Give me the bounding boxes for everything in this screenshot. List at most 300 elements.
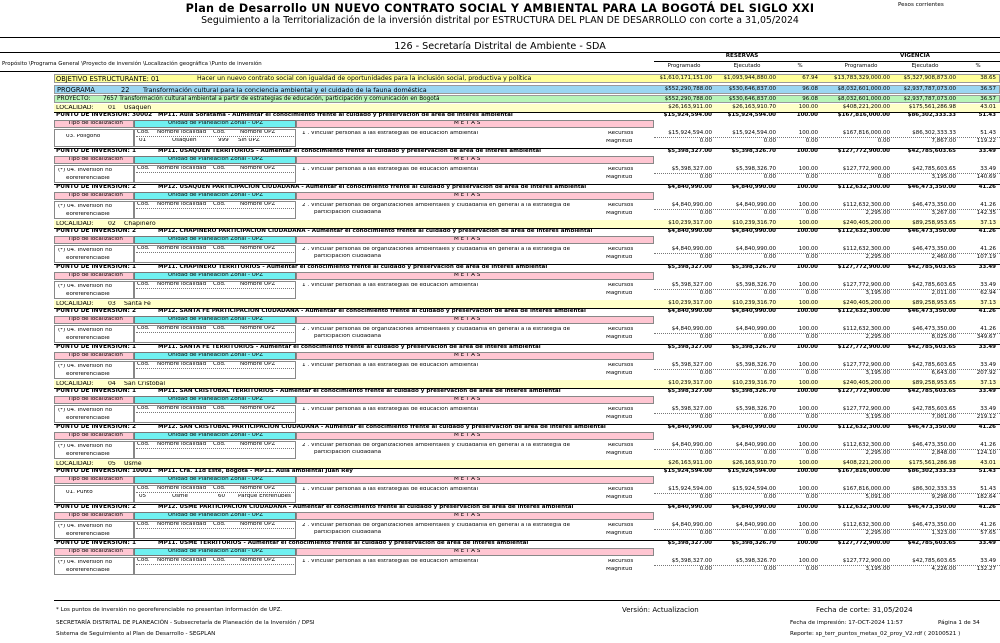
tipo-value-cont: eoreferenciable (66, 176, 110, 181)
proyecto-text: 7657 Transformación cultural ambiental a partir de estrategias de educación, participación y comunicación en Bogotá (103, 96, 440, 102)
localidad-name: Usaquén (124, 105, 152, 111)
nombre-localidad-label: Nombre localidad (157, 326, 207, 331)
tipo-header-label: Tipo de localización (68, 353, 123, 358)
magnitud-value-2: 0.00 (805, 450, 818, 456)
cod-label: Cód. (137, 326, 150, 331)
magnitud-value-2: 0.00 (805, 290, 818, 296)
nombre-localidad-label: Nombre localidad (157, 558, 207, 563)
punto-value-0: $5,398,327.00 (667, 344, 712, 350)
objetivo-value-5: 38.65 (980, 75, 996, 81)
magnitud-value-0: 0.00 (699, 210, 712, 216)
punto-code: 1 (132, 265, 137, 270)
punto-value-2: 100.00 (796, 424, 818, 430)
localidad-value-0: $10,239,317.00 (668, 300, 712, 306)
recursos-value-4: $42,785,603.65 (912, 362, 956, 368)
localidad-value-5: 37.13 (980, 380, 996, 386)
punto-value-2: 100.00 (796, 264, 818, 270)
punto-value-1: $4,840,990.00 (731, 184, 776, 190)
punto-code: 1 (132, 149, 137, 154)
magnitud-value-0: 0.00 (699, 290, 712, 296)
magnitud-value-4: 1,323.00 (931, 530, 956, 536)
cod-label: Cód. (137, 558, 150, 563)
recursos-value-5: 41.26 (980, 202, 996, 208)
recursos-value-5: 41.26 (980, 326, 996, 332)
recursos-value-0: $15,924,594.00 (668, 486, 712, 492)
punto-name: MP11. SANTA FE TERRITORIOS - Aumentar el conocimiento frente al cuidado y preservacion de area de interes ambiental (158, 345, 541, 350)
magnitud-value-2: 0.00 (805, 174, 818, 180)
upz-name-value: Sin UPZ (238, 138, 260, 143)
recursos-value-2: 100.00 (798, 166, 818, 172)
recursos-value-1: $4,840,990.00 (735, 326, 776, 332)
upz-header-label: Unidad de Planeación Zonal - UPZ (168, 193, 264, 198)
punto-value-0: $5,398,327.00 (667, 264, 712, 270)
punto-value-5: 41.26 (978, 184, 996, 190)
localidad-value-3: $240,405,200.00 (842, 300, 890, 306)
recursos-value-0: $4,840,990.00 (671, 326, 712, 332)
recursos-label: Recursos (608, 523, 634, 528)
proyecto-value-3: $8,032,601,000.00 (837, 96, 890, 102)
magnitud-value-5: 219.12 (976, 414, 996, 420)
proyecto-value-1: $530,646,837.00 (728, 96, 776, 102)
punto-code: 1 (132, 389, 137, 394)
tipo-header-label: Tipo de localización (68, 477, 123, 482)
meta-text: 1 . Vincular personas a las estrategias de educación ambiental (302, 559, 479, 564)
punto-value-4: $42,785,603.65 (907, 264, 956, 270)
programa-value-2: 96.08 (802, 86, 818, 92)
cod-label: Cód. (137, 362, 150, 367)
localidad-name: Santa Fe (124, 301, 151, 307)
localidad-label: LOCALIDAD: (56, 381, 94, 387)
metas-header-label: M E T A S (454, 237, 481, 242)
upz-header-label: Unidad de Planeación Zonal - UPZ (168, 237, 264, 242)
punto-name: MP12. CHAPINERO PARTICIPACION CIUDADANA - Aumentar el conocimiento frente al cuidado y preservacion de area de interes ambiental (158, 229, 593, 234)
cod-label: Cód. (137, 202, 150, 207)
recursos-value-2: 100.00 (798, 130, 818, 136)
magnitud-value-3: 0.00 (877, 174, 890, 180)
magnitud-value-3: 3,195.00 (865, 370, 890, 376)
punto-value-3: $112,632,300.00 (837, 184, 890, 190)
magnitud-value-0: 0.00 (699, 414, 712, 420)
punto-value-1: $5,398,326.70 (731, 540, 776, 546)
upz-header-label: Unidad de Planeación Zonal - UPZ (168, 273, 264, 278)
recursos-value-4: $86,302,333.33 (912, 130, 956, 136)
punto-code: 2 (132, 309, 137, 314)
res-programado-header: Programado (667, 63, 701, 69)
magnitud-value-5: 107.19 (976, 254, 996, 260)
punto-value-0: $4,840,990.00 (667, 184, 712, 190)
meta-text: 1 . Vincular personas a las estrategias de educación ambiental (302, 283, 479, 288)
localidad-code: 02 (108, 221, 116, 227)
magnitud-value-3: 2,295.00 (865, 334, 890, 340)
recursos-value-0: $4,840,990.00 (671, 442, 712, 448)
programa-label: PROGRAMA (57, 86, 95, 94)
tipo-value: (*) 04. Inversion no (58, 364, 113, 369)
recursos-value-2: 100.00 (798, 246, 818, 252)
meta-text: 1 . Vincular personas a las estrategias de educación ambiental (302, 167, 479, 172)
recursos-label: Recursos (608, 167, 634, 172)
magnitud-value-4: 4,226.00 (931, 566, 956, 572)
recursos-value-2: 100.00 (798, 558, 818, 564)
tipo-header-label: Tipo de localización (68, 157, 123, 162)
nombre-upz-label: Nombre UPZ (240, 202, 276, 207)
localidad-label: LOCALIDAD: (56, 221, 94, 227)
punto-value-4: $46,473,350.00 (907, 228, 956, 234)
recursos-value-4: $42,785,603.65 (912, 406, 956, 412)
magnitud-value-5: 140.69 (976, 174, 996, 180)
localidad-value-1: $10,239,316.70 (732, 380, 776, 386)
punto-name: MP12. USME PARTICIPACION CIUDADANA - Aumentar el conocimiento frente al cuidado y preservacion de area de interes ambiental (158, 505, 574, 510)
nombre-upz-label: Nombre UPZ (240, 558, 276, 563)
recursos-label: Recursos (608, 407, 634, 412)
recursos-value-0: $4,840,990.00 (671, 522, 712, 528)
entity-title: 126 - Secretaría Distrital de Ambiente - SDA (394, 41, 606, 52)
recursos-value-0: $15,924,594.00 (668, 130, 712, 136)
meta-text: 2 . Vincular personas de organizaciones ambientales y ciudadanía en general a la estrategia de (302, 443, 571, 448)
magnitud-value-1: 0.00 (763, 530, 776, 536)
recursos-value-4: $46,473,350.00 (912, 246, 956, 252)
upz-header-label: Unidad de Planeación Zonal - UPZ (168, 397, 264, 402)
tipo-value: (*) 04. Inversion no (58, 328, 113, 333)
magnitud-value-3: 2,295.00 (865, 254, 890, 260)
punto-value-1: $4,840,990.00 (731, 424, 776, 430)
objetivo-label: OBJETIVO ESTRUCTURANTE: 01 (56, 75, 160, 83)
tipo-value-cont: eoreferenciable (66, 336, 110, 341)
punto-value-2: 100.00 (796, 388, 818, 394)
punto-label: PUNTO DE INVERSIÓN: (56, 345, 130, 350)
recursos-value-5: 33.49 (980, 166, 996, 172)
recursos-value-0: $5,398,327.00 (671, 362, 712, 368)
recursos-value-0: $5,398,327.00 (671, 282, 712, 288)
recursos-value-3: $127,772,900.00 (842, 282, 890, 288)
magnitud-value-5: 349.67 (976, 334, 996, 340)
punto-value-4: $42,785,603.65 (907, 388, 956, 394)
metas-header-label: M E T A S (454, 477, 481, 482)
punto-value-5: 51.43 (978, 468, 996, 474)
localidad-code: 04 (108, 381, 116, 387)
localidad-value-2: 100.00 (798, 300, 818, 306)
recursos-value-5: 41.26 (980, 522, 996, 528)
programa-value-5: 36.57 (980, 86, 996, 92)
proyecto-value-4: $2,937,787,073.00 (903, 96, 956, 102)
recursos-value-3: $112,632,300.00 (842, 442, 890, 448)
punto-label: PUNTO DE INVERSIÓN: (56, 149, 130, 154)
recursos-value-2: 100.00 (798, 522, 818, 528)
magnitud-value-0: 0.00 (699, 138, 712, 144)
punto-value-3: $112,632,300.00 (837, 228, 890, 234)
magnitud-value-1: 0.00 (763, 138, 776, 144)
magnitud-value-1: 0.00 (763, 450, 776, 456)
metas-header-label: M E T A S (454, 193, 481, 198)
nombre-localidad-label: Nombre localidad (157, 486, 207, 491)
magnitud-value-0: 0.00 (699, 566, 712, 572)
recursos-value-2: 100.00 (798, 326, 818, 332)
magnitud-value-0: 0.00 (699, 494, 712, 500)
nombre-localidad-label: Nombre localidad (157, 362, 207, 367)
punto-value-3: $112,632,300.00 (837, 504, 890, 510)
magnitud-value-1: 0.00 (763, 290, 776, 296)
localidad-value-4: $175,561,286.98 (908, 460, 956, 466)
tipo-value-cont: eoreferenciable (66, 532, 110, 537)
localidad-value-5: 37.13 (980, 220, 996, 226)
magnitud-value-1: 0.00 (763, 174, 776, 180)
tipo-header-label: Tipo de localización (68, 121, 123, 126)
magnitud-value-0: 0.00 (699, 334, 712, 340)
magnitud-label: Magnitud (606, 415, 633, 420)
punto-code: 2 (132, 185, 137, 190)
localidad-value-3: $408,221,200.00 (842, 460, 890, 466)
nombre-upz-label: Nombre UPZ (240, 486, 276, 491)
punto-code: 1 (132, 541, 137, 546)
punto-value-4: $42,785,603.65 (907, 344, 956, 350)
magnitud-value-2: 0.00 (805, 334, 818, 340)
metas-header-label: M E T A S (454, 549, 481, 554)
magnitud-value-4: 7,001.00 (931, 414, 956, 420)
recursos-value-5: 33.49 (980, 282, 996, 288)
magnitud-label: Magnitud (606, 371, 633, 376)
meta-text: 1 . Vincular personas a las estrategias de educación ambiental (302, 363, 479, 368)
upz-name-value: Parque Entrenubes (238, 494, 291, 499)
meta-text: 2 . Vincular personas de organizaciones ambientales y ciudadanía en general a la estrategia de (302, 523, 571, 528)
punto-label: PUNTO DE INVERSIÓN: (56, 469, 130, 474)
punto-value-1: $4,840,990.00 (731, 228, 776, 234)
currency-note: Pesos corrientes (898, 2, 944, 8)
localidad-value-0: $26,163,911.00 (668, 104, 712, 110)
tipo-value: (*) 04. Inversion no (58, 248, 113, 253)
punto-value-3: $127,772,900.00 (837, 344, 890, 350)
punto-value-3: $112,632,300.00 (837, 308, 890, 314)
upz-divider (136, 332, 294, 333)
recursos-value-4: $46,473,350.00 (912, 202, 956, 208)
localidad-value-0: $10,239,317.00 (668, 220, 712, 226)
tipo-header-label: Tipo de localización (68, 513, 123, 518)
recursos-value-2: 100.00 (798, 442, 818, 448)
recursos-value-4: $46,473,350.00 (912, 442, 956, 448)
tipo-value-cont: eoreferenciable (66, 452, 110, 457)
recursos-label: Recursos (608, 327, 634, 332)
punto-value-2: 100.00 (796, 228, 818, 234)
upz-cod-label: Cód. (213, 522, 226, 527)
punto-value-3: $112,632,300.00 (837, 424, 890, 430)
nombre-upz-label: Nombre UPZ (240, 442, 276, 447)
magnitud-value-4: 3,267.00 (931, 210, 956, 216)
tipo-header-label: Tipo de localización (68, 273, 123, 278)
metas-header-label: M E T A S (454, 121, 481, 126)
magnitud-label: Magnitud (606, 531, 633, 536)
recursos-value-0: $5,398,327.00 (671, 166, 712, 172)
punto-value-5: 41.26 (978, 228, 996, 234)
upz-divider (136, 172, 294, 173)
magnitud-value-2: 0.00 (805, 414, 818, 420)
nombre-localidad-label: Nombre localidad (157, 442, 207, 447)
programa-text: Transformación cultural para la conciencia ambiental y el cuidado de la fauna doméstica (143, 86, 427, 94)
magnitud-value-5: 132.27 (976, 566, 996, 572)
punto-value-0: $4,840,990.00 (667, 308, 712, 314)
punto-name: MP12. SAN CRISTÓBAL PARTICIPACION CIUDADANA - Aumentar el conocimiento frente al cuidado y preservacion de area de interes ambiental (158, 425, 606, 430)
punto-value-5: 41.26 (978, 504, 996, 510)
upz-divider (136, 412, 294, 413)
tipo-value: (*) 04. Inversion no (58, 204, 113, 209)
recursos-value-5: 33.49 (980, 558, 996, 564)
nombre-localidad-label: Nombre localidad (157, 522, 207, 527)
magnitud-value-4: 9,298.00 (931, 494, 956, 500)
recursos-value-4: $46,473,350.00 (912, 522, 956, 528)
meta-text: 1 . Vincular personas a las estrategias de educación ambiental (302, 407, 479, 412)
magnitud-value-3: 3,195.00 (865, 290, 890, 296)
objetivo-value-2: 67.94 (802, 75, 818, 81)
upz-cod-label: Cód. (213, 282, 226, 287)
punto-value-1: $5,398,326.70 (731, 264, 776, 270)
version-label: Versión: Actualizacion (622, 606, 699, 614)
loc-cod-value: 01 (139, 138, 147, 143)
localidad-value-4: $89,258,953.65 (912, 300, 956, 306)
path-label: Propósito \Programa General \Proyecto de inversión \Localización geográfica \Punto de inversión (2, 61, 262, 67)
punto-value-4: $42,785,603.65 (907, 540, 956, 546)
loc-name-value: Usme (172, 494, 188, 499)
localidad-value-3: $408,221,200.00 (842, 104, 890, 110)
localidad-label: LOCALIDAD: (56, 461, 94, 467)
objetivo-value-1: $1,093,944,880.00 (723, 75, 776, 81)
localidad-code: 05 (108, 461, 116, 467)
punto-value-2: 100.00 (796, 504, 818, 510)
punto-value-0: $4,840,990.00 (667, 424, 712, 430)
upz-cod-label: Cód. (213, 326, 226, 331)
punto-value-2: 100.00 (796, 112, 818, 118)
upz-cod-label: Cód. (213, 166, 226, 171)
report-file: Reporte: sp_terr_puntos_metas_02_proy_V2.rdf ( 20100521 ) (790, 631, 961, 637)
tipo-value: (*) 04. Inversion no (58, 444, 113, 449)
punto-value-5: 33.49 (978, 388, 996, 394)
vig-programado-header: Programado (844, 63, 878, 69)
tipo-value-cont: eoreferenciable (66, 256, 110, 261)
metas-header-label: M E T A S (454, 157, 481, 162)
meta-text-cont: participación ciudadana (314, 530, 382, 535)
localidad-value-3: $240,405,200.00 (842, 220, 890, 226)
recursos-label: Recursos (608, 487, 634, 492)
upz-cod-label: Cód. (213, 558, 226, 563)
punto-value-1: $5,398,326.70 (731, 388, 776, 394)
recursos-value-3: $167,816,000.00 (842, 130, 890, 136)
proyecto-value-2: 96.08 (802, 96, 818, 102)
punto-value-3: $127,772,900.00 (837, 540, 890, 546)
tipo-value-cont: eoreferenciable (66, 292, 110, 297)
metas-header-label: M E T A S (454, 273, 481, 278)
tipo-header-label: Tipo de localización (68, 433, 123, 438)
upz-divider (136, 492, 294, 493)
magnitud-label: Magnitud (606, 451, 633, 456)
nombre-localidad-label: Nombre localidad (157, 202, 207, 207)
magnitud-value-3: 5,091.00 (865, 494, 890, 500)
nombre-upz-label: Nombre UPZ (240, 130, 276, 135)
localidad-label: LOCALIDAD: (56, 301, 94, 307)
punto-value-4: $46,473,350.00 (907, 504, 956, 510)
upz-header-label: Unidad de Planeación Zonal - UPZ (168, 513, 264, 518)
recursos-value-0: $5,398,327.00 (671, 558, 712, 564)
objetivo-value-0: $1,610,171,151.00 (659, 75, 712, 81)
magnitud-value-3: 2,295.00 (865, 530, 890, 536)
objetivo-value-4: $5,327,908,873.00 (903, 75, 956, 81)
upz-cod-label: Cód. (213, 406, 226, 411)
punto-label: PUNTO DE INVERSIÓN: (56, 309, 130, 314)
upz-cod-label: Cód. (213, 486, 226, 491)
upz-header-label: Unidad de Planeación Zonal - UPZ (168, 353, 264, 358)
punto-value-5: 41.26 (978, 308, 996, 314)
magnitud-value-5: 142.35 (976, 210, 996, 216)
magnitud-value-4: 8,025.00 (931, 334, 956, 340)
magnitud-value-3: 2,295.00 (865, 450, 890, 456)
punto-value-4: $42,785,603.65 (907, 148, 956, 154)
meta-text: 2 . Vincular personas de organizaciones ambientales y ciudadanía en general a la estrategia de (302, 203, 571, 208)
punto-value-4: $86,302,333.33 (907, 112, 956, 118)
localidad-value-5: 37.13 (980, 300, 996, 306)
recursos-value-4: $42,785,603.65 (912, 282, 956, 288)
punto-label: PUNTO DE INVERSIÓN: (56, 505, 130, 510)
punto-label: PUNTO DE INVERSIÓN: (56, 113, 130, 118)
meta-text: 1 . Vincular personas a las estrategias de educación ambiental (302, 487, 479, 492)
magnitud-value-4: 6,643.00 (931, 370, 956, 376)
magnitud-value-4: 3,195.00 (931, 174, 956, 180)
footnote: * Los puntos de inversión no georeferenciable no presentan información de UPZ. (56, 607, 283, 613)
recursos-value-1: $15,924,594.00 (732, 486, 776, 492)
cod-label: Cód. (137, 406, 150, 411)
tipo-value: (*) 04. Inversion no (58, 524, 113, 529)
tipo-value: 03. Polígono (66, 134, 101, 139)
magnitud-label: Magnitud (606, 495, 633, 500)
tipo-value: (*) 04. Inversion no (58, 408, 113, 413)
punto-code: 2 (132, 229, 137, 234)
reservas-header: RESERVAS (725, 53, 759, 59)
upz-header-label: Unidad de Planeación Zonal - UPZ (168, 317, 264, 322)
punto-value-1: $4,840,990.00 (731, 504, 776, 510)
recursos-label: Recursos (608, 363, 634, 368)
recursos-value-3: $112,632,300.00 (842, 326, 890, 332)
system-name: Sistema de Seguimiento al Plan de Desarrollo - SEGPLAN (56, 631, 216, 637)
punto-value-1: $15,924,594.00 (727, 468, 776, 474)
tipo-header-label: Tipo de localización (68, 193, 123, 198)
punto-label: PUNTO DE INVERSIÓN: (56, 389, 130, 394)
recursos-value-1: $5,398,326.70 (735, 558, 776, 564)
cod-label: Cód. (137, 166, 150, 171)
upz-cod-value: 999 (218, 138, 229, 143)
magnitud-value-2: 0.00 (805, 370, 818, 376)
tipo-value: (*) 04. Inversion no (58, 284, 113, 289)
nombre-localidad-label: Nombre localidad (157, 166, 207, 171)
punto-value-2: 100.00 (796, 148, 818, 154)
magnitud-value-2: 0.00 (805, 566, 818, 572)
meta-text: 2 . Vincular personas de organizaciones ambientales y ciudadanía en general a la estrategia de (302, 327, 571, 332)
localidad-value-5: 43.01 (980, 460, 996, 466)
punto-value-5: 33.49 (978, 344, 996, 350)
recursos-value-4: $46,473,350.00 (912, 326, 956, 332)
recursos-value-3: $127,772,900.00 (842, 558, 890, 564)
punto-value-5: 33.49 (978, 540, 996, 546)
magnitud-value-1: 0.00 (763, 414, 776, 420)
tipo-value: (*) 04. Inversion no (58, 560, 113, 565)
proyecto-value-5: 36.57 (980, 96, 996, 102)
tipo-value-cont: eoreferenciable (66, 568, 110, 573)
punto-label: PUNTO DE INVERSIÓN: (56, 541, 130, 546)
metas-header-label: M E T A S (454, 513, 481, 518)
cod-label: Cód. (137, 246, 150, 251)
recursos-value-1: $4,840,990.00 (735, 522, 776, 528)
magnitud-label: Magnitud (606, 291, 633, 296)
cod-label: Cód. (137, 282, 150, 287)
org-name: SECRETARÍA DISTRITAL DE PLANEACIÓN - Subsecretaría de Planeación de la Inversión / DPSI (56, 620, 315, 626)
nombre-localidad-label: Nombre localidad (157, 246, 207, 251)
magnitud-value-2: 0.00 (805, 210, 818, 216)
magnitud-value-5: 62.94 (980, 290, 996, 296)
recursos-value-4: $42,785,603.65 (912, 166, 956, 172)
punto-value-5: 33.49 (978, 264, 996, 270)
